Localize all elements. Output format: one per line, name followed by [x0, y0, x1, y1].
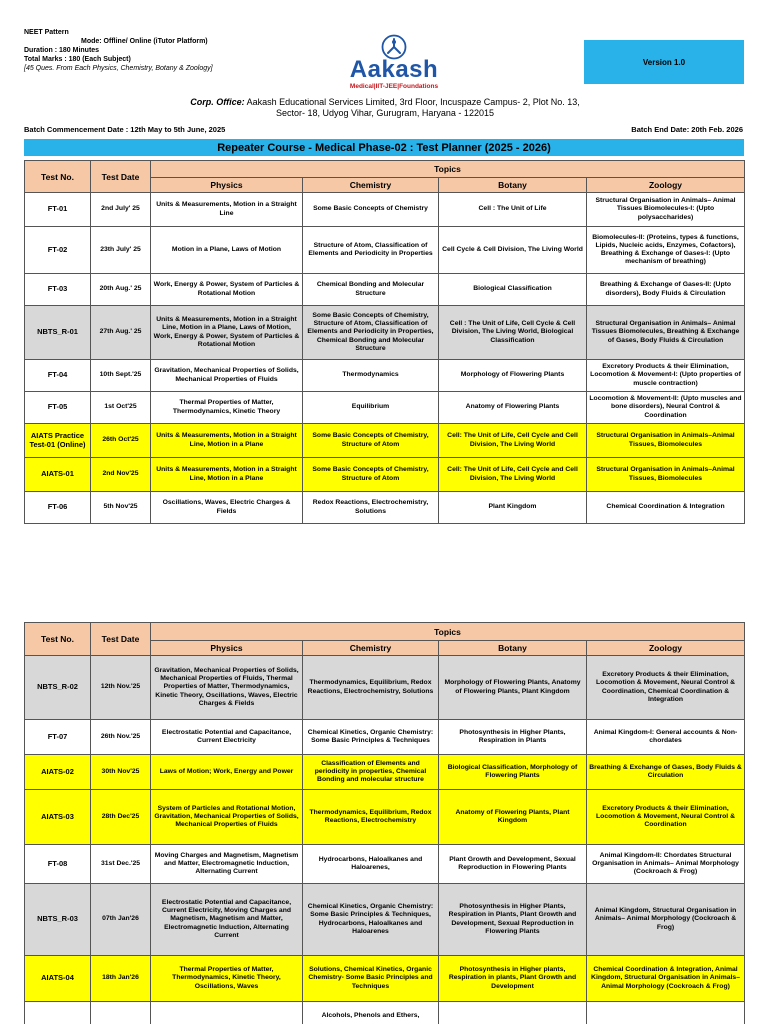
- botany-topics-cell: Photosynthesis in Higher Plants, Respiration in Plants: [439, 720, 587, 755]
- aakash-logo: [338, 34, 450, 92]
- col-chemistry: Chemistry: [303, 641, 439, 656]
- table-row: [25, 845, 745, 884]
- table-row: [25, 193, 745, 227]
- col-test-date: Test Date: [91, 623, 151, 656]
- chemistry-topics-cell: Redox Reactions, Electrochemistry, Solutions: [303, 492, 439, 524]
- duration-text: Duration : 180 Minutes: [24, 47, 100, 54]
- zoology-topics-cell: Chemical Coordination & Integration: [587, 492, 745, 524]
- test-no-cell: [25, 1002, 91, 1024]
- zoology-topics-cell: Breathing & Exchange of Gases, Body Fluids & Circulation: [587, 755, 745, 790]
- chemistry-topics-cell: Thermodynamics, Equilibrium, Redox Reactions, Electrochemistry, Solutions: [303, 656, 439, 720]
- botany-topics-cell: Morphology of Flowering Plants: [439, 360, 587, 392]
- test-date-cell: 1st Oct'25: [91, 392, 151, 424]
- botany-topics-cell: [439, 1002, 587, 1024]
- batch-start-date: Batch Commencement Date : 12th May to 5th June, 2025: [24, 125, 226, 134]
- zoology-topics-cell: Biomolecules-II: (Proteins, types & functions, Lipids, Nucleic acids, Enzymes, Cofactors), Breathing & Exchange of Gases-I: (Upto mechanism of breathing): [587, 227, 745, 274]
- table-row: [25, 306, 745, 360]
- test-no-cell: AIATS-03: [25, 790, 91, 845]
- planner-title-banner: Repeater Course - Medical Phase-02 : Test Planner (2025 - 2026): [24, 139, 744, 156]
- table-row: [25, 790, 745, 845]
- chemistry-topics-cell: Some Basic Concepts of Chemistry, Structure of Atom: [303, 424, 439, 458]
- physics-topics-cell: System of Particles and Rotational Motion, Gravitation, Mechanical Properties of Solids, Mechanical Properties of Fluids: [151, 790, 303, 845]
- physics-topics-cell: Oscillations, Waves, Electric Charges & Fields: [151, 492, 303, 524]
- chemistry-topics-cell: Structure of Atom, Classification of Elements and Periodicity in Properties: [303, 227, 439, 274]
- test-planner-table-1: [24, 160, 745, 524]
- exam-pattern-info: [24, 28, 213, 73]
- chemistry-topics-cell: Chemical Bonding and Molecular Structure: [303, 274, 439, 306]
- test-no-cell: FT-03: [25, 274, 91, 306]
- chemistry-topics-cell: Some Basic Concepts of Chemistry, Structure of Atom: [303, 458, 439, 492]
- physics-topics-cell: Laws of Motion; Work, Energy and Power: [151, 755, 303, 790]
- botany-topics-cell: Biological Classification, Morphology of Flowering Plants: [439, 755, 587, 790]
- chemistry-topics-cell: Hydrocarbons, Haloalkanes and Haloarenes,: [303, 845, 439, 884]
- physics-topics-cell: Units & Measurements, Motion in a Straight Line, Motion in a Plane: [151, 424, 303, 458]
- chemistry-topics-cell: Classification of Elements and periodicity in properties, Chemical Bonding and molecular structure: [303, 755, 439, 790]
- corp-label: Corp. Office:: [190, 97, 245, 107]
- physics-topics-cell: Moving Charges and Magnetism, Magnetism and Matter, Electromagnetic Induction, Alternating Current: [151, 845, 303, 884]
- table-1-body: [25, 193, 745, 524]
- table-row: [25, 1002, 745, 1024]
- physics-topics-cell: Units & Measurements, Motion in a Straight Line: [151, 193, 303, 227]
- col-botany: Botany: [439, 641, 587, 656]
- test-date-cell: 2nd Nov'25: [91, 458, 151, 492]
- botany-topics-cell: Plant Kingdom: [439, 492, 587, 524]
- col-zoology: Zoology: [587, 178, 745, 193]
- col-zoology: Zoology: [587, 641, 745, 656]
- test-date-cell: 12th Nov.'25: [91, 656, 151, 720]
- logo-brand-text: Aakash: [349, 56, 439, 83]
- botany-topics-cell: Anatomy of Flowering Plants, Plant Kingdom: [439, 790, 587, 845]
- total-marks-text: Total Marks : 180 (Each Subject): [24, 56, 131, 63]
- table-row: [25, 884, 745, 956]
- zoology-topics-cell: Structural Organisation in Animals– Animal Tissues Biomolecules, Breathing & Exchange of Gases, Body Fluids & Circulation: [587, 306, 745, 360]
- test-date-cell: 5th Nov'25: [91, 492, 151, 524]
- zoology-topics-cell: Animal Kingdom-II: Chordates Structural Organisation in Animals– Animal Morphology (Cockroach & Frog): [587, 845, 745, 884]
- corp-line-2: Sector- 18, Udyog Vihar, Gurugram, Haryana - 122015: [276, 108, 494, 118]
- test-no-cell: AIATS-04: [25, 956, 91, 1002]
- botany-topics-cell: Plant Growth and Development, Sexual Reproduction in Flowering Plants: [439, 845, 587, 884]
- test-no-cell: FT-02: [25, 227, 91, 274]
- zoology-topics-cell: [587, 1002, 745, 1024]
- botany-topics-cell: Cell: The Unit of Life, Cell Cycle and Cell Division, The Living World: [439, 424, 587, 458]
- test-no-cell: FT-06: [25, 492, 91, 524]
- zoology-topics-cell: Structural Organisation in Animals–Animal Tissues, Biomolecules: [587, 458, 745, 492]
- corp-office-address: [150, 97, 620, 119]
- botany-topics-cell: Biological Classification: [439, 274, 587, 306]
- col-physics: Physics: [151, 641, 303, 656]
- zoology-topics-cell: Excretory Products & their Elimination, Locomotion & Movement, Neural Control & Coordination, Chemical Coordination & Integration: [587, 656, 745, 720]
- physics-topics-cell: Electrostatic Potential and Capacitance, Current Electricity: [151, 720, 303, 755]
- logo-tagline: Medical|IIT-JEE|Foundations: [349, 83, 439, 90]
- col-botany: Botany: [439, 178, 587, 193]
- physics-topics-cell: Thermal Properties of Matter, Thermodynamics, Kinetic Theory, Oscillations, Waves: [151, 956, 303, 1002]
- zoology-topics-cell: Animal Kingdom-I: General accounts & Non-chordates: [587, 720, 745, 755]
- test-date-cell: 2nd July' 25: [91, 193, 151, 227]
- test-no-cell: NBTS_R-03: [25, 884, 91, 956]
- table-2-body: [25, 656, 745, 1024]
- chemistry-topics-cell: Thermodynamics: [303, 360, 439, 392]
- table-row: [25, 424, 745, 458]
- chemistry-topics-cell: Some Basic Concepts of Chemistry, Structure of Atom, Classification of Elements and Periodicity in Properties, Chemical Bonding and Molecular Structure: [303, 306, 439, 360]
- col-topics: Topics: [151, 623, 745, 641]
- test-date-cell: 31st Dec.'25: [91, 845, 151, 884]
- botany-topics-cell: Cell : The Unit of Life, Cell Cycle & Cell Division, The Living World, Biological Classification: [439, 306, 587, 360]
- zoology-topics-cell: Structural Organisation in Animals– Animal Tissues Biomolecules-I: (Upto polysaccharides): [587, 193, 745, 227]
- physics-topics-cell: Motion in a Plane, Laws of Motion: [151, 227, 303, 274]
- test-no-cell: AIATS-01: [25, 458, 91, 492]
- table-row: [25, 755, 745, 790]
- table-row: [25, 492, 745, 524]
- chemistry-topics-cell: Chemical Kinetics, Organic Chemistry: Some Basic Principles & Techniques, Hydrocarbons, Haloalkanes and Haloarenes: [303, 884, 439, 956]
- corp-line-1: Aakash Educational Services Limited, 3rd Floor, Incuspaze Campus- 2, Plot No. 13,: [244, 97, 580, 107]
- test-no-cell: NBTS_R-01: [25, 306, 91, 360]
- test-date-cell: 10th Sept.'25: [91, 360, 151, 392]
- chemistry-topics-cell: Alcohols, Phenols and Ethers,: [303, 1002, 439, 1024]
- test-no-cell: FT-05: [25, 392, 91, 424]
- botany-topics-cell: Cell: The Unit of Life, Cell Cycle and Cell Division, The Living World: [439, 458, 587, 492]
- zoology-topics-cell: Excretory Products & their Elimination, Locomotion & Movement, Neural Control & Coordination: [587, 790, 745, 845]
- physics-topics-cell: Electrostatic Potential and Capacitance, Current Electricity, Moving Charges and Magnetism, Magnetism and Matter, Electromagnetic Induction, Alternating Current: [151, 884, 303, 956]
- test-no-cell: FT-07: [25, 720, 91, 755]
- test-date-cell: 23th July' 25: [91, 227, 151, 274]
- table-row: [25, 720, 745, 755]
- table-row: [25, 392, 745, 424]
- version-badge: Version 1.0: [584, 40, 744, 84]
- table-row: [25, 458, 745, 492]
- chemistry-topics-cell: Solutions, Chemical Kinetics, Organic Chemistry- Some Basic Principles and Techniques: [303, 956, 439, 1002]
- botany-topics-cell: Photosynthesis in Higher plants, Respiration in plants, Plant Growth and Development: [439, 956, 587, 1002]
- col-physics: Physics: [151, 178, 303, 193]
- botany-topics-cell: Cell : The Unit of Life: [439, 193, 587, 227]
- question-note: [45 Ques. From Each Physics, Chemistry, Botany & Zoology]: [24, 65, 213, 72]
- col-chemistry: Chemistry: [303, 178, 439, 193]
- mode-text: Mode: Offline/ Online (iTutor Platform): [81, 38, 208, 45]
- physics-topics-cell: Gravitation, Mechanical Properties of Solids, Mechanical Properties of Fluids: [151, 360, 303, 392]
- zoology-topics-cell: Animal Kingdom, Structural Organisation in Animals– Animal Morphology (Cockroach & Frog): [587, 884, 745, 956]
- botany-topics-cell: Morphology of Flowering Plants, Anatomy of Flowering Plants, Plant Kingdom: [439, 656, 587, 720]
- zoology-topics-cell: Chemical Coordination & Integration, Animal Kingdom, Structural Organisation in Animals– Animal Morphology (Cockroach & Frog): [587, 956, 745, 1002]
- botany-topics-cell: Photosynthesis in Higher Plants, Respiration in Plants, Plant Growth and Development, Sexual Reproduction in Flowering Plants: [439, 884, 587, 956]
- physics-topics-cell: Units & Measurements, Motion in a Straight Line, Motion in a Plane, Laws of Motion, Work, Energy & Power, System of Particles & Rotational Motion: [151, 306, 303, 360]
- test-no-cell: AIATS-02: [25, 755, 91, 790]
- test-date-cell: 28th Dec'25: [91, 790, 151, 845]
- test-date-cell: 26th Oct'25: [91, 424, 151, 458]
- zoology-topics-cell: Structural Organisation in Animals–Animal Tissues, Biomolecules: [587, 424, 745, 458]
- test-date-cell: 20th Aug.' 25: [91, 274, 151, 306]
- table-row: [25, 360, 745, 392]
- test-date-cell: [91, 1002, 151, 1024]
- col-topics: Topics: [151, 161, 745, 178]
- neet-pattern-label: NEET Pattern: [24, 29, 69, 36]
- test-no-cell: FT-04: [25, 360, 91, 392]
- chemistry-topics-cell: Some Basic Concepts of Chemistry: [303, 193, 439, 227]
- test-date-cell: 26th Nov.'25: [91, 720, 151, 755]
- physics-topics-cell: [151, 1002, 303, 1024]
- batch-end-date: Batch End Date: 20th Feb. 2026: [631, 125, 743, 134]
- test-planner-table-2: [24, 622, 745, 1024]
- chemistry-topics-cell: Equilibrium: [303, 392, 439, 424]
- test-date-cell: 30th Nov'25: [91, 755, 151, 790]
- test-date-cell: 27th Aug.' 25: [91, 306, 151, 360]
- botany-topics-cell: Cell Cycle & Cell Division, The Living World: [439, 227, 587, 274]
- physics-topics-cell: Thermal Properties of Matter, Thermodynamics, Kinetic Theory: [151, 392, 303, 424]
- table-row: [25, 656, 745, 720]
- physics-topics-cell: Units & Measurements, Motion in a Straight Line, Motion in a Plane: [151, 458, 303, 492]
- chemistry-topics-cell: Thermodynamics, Equilibrium, Redox Reactions, Electrochemistry: [303, 790, 439, 845]
- zoology-topics-cell: Locomotion & Movement-II: (Upto muscles and bone disorders), Neural Control & Coordination: [587, 392, 745, 424]
- table-row: [25, 274, 745, 306]
- zoology-topics-cell: Excretory Products & their Elimination, Locomotion & Movement-I: (Upto properties of muscle contraction): [587, 360, 745, 392]
- chemistry-topics-cell: Chemical Kinetics, Organic Chemistry: Some Basic Principles & Techniques: [303, 720, 439, 755]
- test-no-cell: AIATS Practice Test-01 (Online): [25, 424, 91, 458]
- test-no-cell: FT-01: [25, 193, 91, 227]
- zoology-topics-cell: Breathing & Exchange of Gases-II: (Upto disorders), Body Fluids & Circulation: [587, 274, 745, 306]
- botany-topics-cell: Anatomy of Flowering Plants: [439, 392, 587, 424]
- col-test-no: Test No.: [25, 623, 91, 656]
- col-test-no: Test No.: [25, 161, 91, 193]
- test-no-cell: NBTS_R-02: [25, 656, 91, 720]
- table-row: [25, 956, 745, 1002]
- table-row: [25, 227, 745, 274]
- physics-topics-cell: Gravitation, Mechanical Properties of Solids, Mechanical Properties of Fluids, Thermal Properties of Matter, Thermodynamics, Kinetic Theory, Oscillations, Waves, Electric Charges & Fields: [151, 656, 303, 720]
- col-test-date: Test Date: [91, 161, 151, 193]
- physics-topics-cell: Work, Energy & Power, System of Particles & Rotational Motion: [151, 274, 303, 306]
- test-date-cell: 18th Jan'26: [91, 956, 151, 1002]
- test-date-cell: 07th Jan'26: [91, 884, 151, 956]
- test-no-cell: FT-08: [25, 845, 91, 884]
